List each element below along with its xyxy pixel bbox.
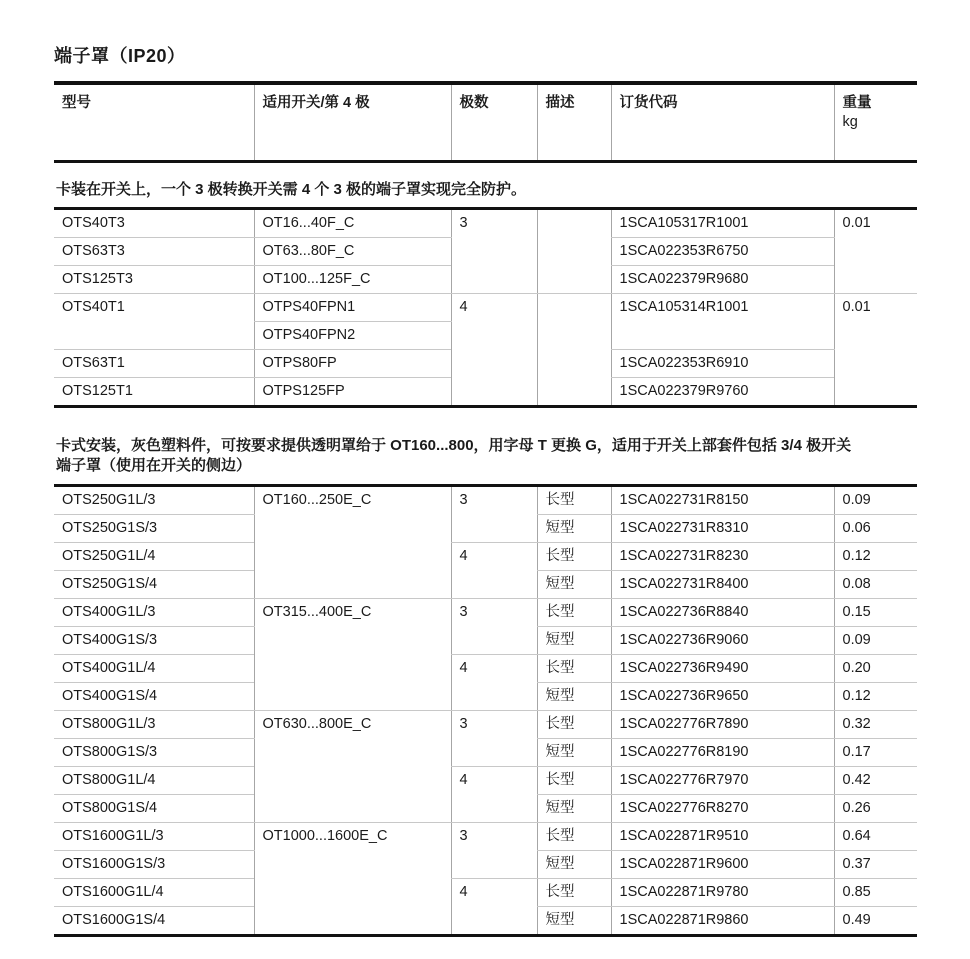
weight-cell: 0.85 <box>834 879 917 907</box>
table-row <box>54 879 917 907</box>
desc-cell: 短型 <box>537 907 611 936</box>
header-weight <box>834 83 917 162</box>
weight-cell: 0.09 <box>834 486 917 515</box>
model-cell: OTS40T1 <box>54 294 254 350</box>
code-cell: 1SCA022871R9510 <box>611 823 834 851</box>
desc-cell: 短型 <box>537 571 611 599</box>
model-cell: OTS63T3 <box>54 238 254 266</box>
table-row <box>54 486 917 515</box>
code-cell: 1SCA022776R8270 <box>611 795 834 823</box>
model-cell: OTS250G1L/4 <box>54 543 254 571</box>
switch-cell: OT63...80F_C <box>254 238 451 266</box>
switch-cell: OT160...250E_C <box>254 486 451 599</box>
desc-cell: 短型 <box>537 683 611 711</box>
header-weight-label: 重量 <box>842 95 872 111</box>
table-row <box>54 294 917 322</box>
switch-cell: OTPS125FP <box>254 378 451 407</box>
switch-cell: OT315...400E_C <box>254 599 451 711</box>
poles-cell: 4 <box>451 767 537 823</box>
switch-cell: OTPS80FP <box>254 350 451 378</box>
model-cell: OTS400G1S/4 <box>54 683 254 711</box>
code-cell: 1SCA022379R9760 <box>611 378 834 407</box>
page-content <box>54 42 917 937</box>
desc-cell: 短型 <box>537 515 611 543</box>
code-cell: 1SCA022776R8190 <box>611 739 834 767</box>
page-title: 端子罩（IP20） <box>54 46 186 66</box>
model-cell: OTS125T3 <box>54 266 254 294</box>
model-cell: OTS400G1S/3 <box>54 627 254 655</box>
header-model: 型号 <box>62 95 91 111</box>
switch-cell: OT100...125F_C <box>254 266 451 294</box>
model-cell: OTS1600G1L/4 <box>54 879 254 907</box>
code-cell: 1SCA105314R1001 <box>611 294 834 350</box>
switch-cell: OT630...800E_C <box>254 711 451 823</box>
desc-cell: 长型 <box>537 543 611 571</box>
desc-cell: 长型 <box>537 767 611 795</box>
desc-cell: 短型 <box>537 795 611 823</box>
poles-cell: 4 <box>451 655 537 711</box>
model-cell: OTS400G1L/3 <box>54 599 254 627</box>
code-cell: 1SCA022731R8230 <box>611 543 834 571</box>
section1-note: 卡装在开关上，一个 3 极转换开关需 4 个 3 极的端子罩实现完全防护。 <box>56 181 527 198</box>
model-cell: OTS1600G1S/4 <box>54 907 254 936</box>
code-cell: 1SCA022871R9860 <box>611 907 834 936</box>
table-row <box>54 711 917 739</box>
desc-cell-empty <box>537 294 611 407</box>
header-weight-unit: kg <box>842 114 858 130</box>
header-poles: 极数 <box>451 83 537 162</box>
model-cell: OTS250G1L/3 <box>54 486 254 515</box>
header-row <box>54 83 917 162</box>
table-row <box>54 823 917 851</box>
model-cell: OTS800G1S/4 <box>54 795 254 823</box>
weight-cell: 0.08 <box>834 571 917 599</box>
weight-cell: 0.32 <box>834 711 917 739</box>
poles-cell: 3 <box>451 486 537 543</box>
code-cell: 1SCA022731R8400 <box>611 571 834 599</box>
header-description: 描述 <box>537 83 611 162</box>
code-cell: 1SCA022731R8310 <box>611 515 834 543</box>
weight-cell: 0.64 <box>834 823 917 851</box>
desc-cell: 长型 <box>537 879 611 907</box>
weight-cell: 0.49 <box>834 907 917 936</box>
section1-table <box>54 207 917 408</box>
desc-cell: 短型 <box>537 627 611 655</box>
code-cell: 1SCA022353R6910 <box>611 350 834 378</box>
weight-cell: 0.12 <box>834 543 917 571</box>
model-cell: OTS800G1L/3 <box>54 711 254 739</box>
code-cell: 1SCA022871R9780 <box>611 879 834 907</box>
switch-cell: OT1000...1600E_C <box>254 823 451 936</box>
header-order-code: 订货代码 <box>611 83 834 162</box>
table-row <box>54 209 917 238</box>
switch-cell: OTPS40FPN2 <box>254 322 451 350</box>
code-cell: 1SCA105317R1001 <box>611 209 834 238</box>
weight-cell: 0.15 <box>834 599 917 627</box>
poles-cell: 3 <box>451 599 537 655</box>
section2-table <box>54 484 917 937</box>
model-cell: OTS800G1L/4 <box>54 767 254 795</box>
poles-cell: 3 <box>451 823 537 879</box>
desc-cell-empty <box>537 209 611 294</box>
model-cell: OTS63T1 <box>54 350 254 378</box>
code-cell: 1SCA022731R8150 <box>611 486 834 515</box>
model-cell: OTS40T3 <box>54 209 254 238</box>
weight-cell: 0.01 <box>834 209 917 294</box>
desc-cell: 短型 <box>537 739 611 767</box>
poles-cell: 3 <box>451 209 537 294</box>
switch-cell: OTPS40FPN1 <box>254 294 451 322</box>
weight-cell: 0.17 <box>834 739 917 767</box>
column-header-table <box>54 81 917 163</box>
desc-cell: 长型 <box>537 655 611 683</box>
table-row <box>54 543 917 571</box>
code-cell: 1SCA022776R7890 <box>611 711 834 739</box>
section2-note-line2: 端子罩（使用在开关的侧边） <box>56 457 252 474</box>
weight-cell: 0.06 <box>834 515 917 543</box>
header-switch: 适用开关/第 4 极 <box>254 83 451 162</box>
section2-note <box>56 436 917 476</box>
model-cell: OTS1600G1L/3 <box>54 823 254 851</box>
weight-cell: 0.20 <box>834 655 917 683</box>
desc-cell: 短型 <box>537 851 611 879</box>
code-cell: 1SCA022736R8840 <box>611 599 834 627</box>
desc-cell: 长型 <box>537 711 611 739</box>
weight-cell: 0.42 <box>834 767 917 795</box>
weight-cell: 0.01 <box>834 294 917 407</box>
model-cell: OTS800G1S/3 <box>54 739 254 767</box>
weight-cell: 0.09 <box>834 627 917 655</box>
table-row <box>54 599 917 627</box>
model-cell: OTS400G1L/4 <box>54 655 254 683</box>
poles-cell: 4 <box>451 879 537 936</box>
desc-cell: 长型 <box>537 823 611 851</box>
poles-cell: 3 <box>451 711 537 767</box>
code-cell: 1SCA022379R9680 <box>611 266 834 294</box>
desc-cell: 长型 <box>537 486 611 515</box>
code-cell: 1SCA022871R9600 <box>611 851 834 879</box>
code-cell: 1SCA022736R9060 <box>611 627 834 655</box>
code-cell: 1SCA022736R9650 <box>611 683 834 711</box>
model-cell: OTS250G1S/4 <box>54 571 254 599</box>
weight-cell: 0.12 <box>834 683 917 711</box>
model-cell: OTS1600G1S/3 <box>54 851 254 879</box>
switch-cell: OT16...40F_C <box>254 209 451 238</box>
table-row <box>54 655 917 683</box>
weight-cell: 0.26 <box>834 795 917 823</box>
code-cell: 1SCA022736R9490 <box>611 655 834 683</box>
code-cell: 1SCA022776R7970 <box>611 767 834 795</box>
model-cell: OTS125T1 <box>54 378 254 407</box>
table-row <box>54 767 917 795</box>
weight-cell: 0.37 <box>834 851 917 879</box>
model-cell: OTS250G1S/3 <box>54 515 254 543</box>
desc-cell: 长型 <box>537 599 611 627</box>
section2-note-line1: 卡式安装，灰色塑料件，可按要求提供透明罩给于 OT160...800，用字母 T 更换 G，适用于开关上部套件包括 3/4 极开关 <box>56 437 852 454</box>
poles-cell: 4 <box>451 543 537 599</box>
poles-cell: 4 <box>451 294 537 407</box>
code-cell: 1SCA022353R6750 <box>611 238 834 266</box>
